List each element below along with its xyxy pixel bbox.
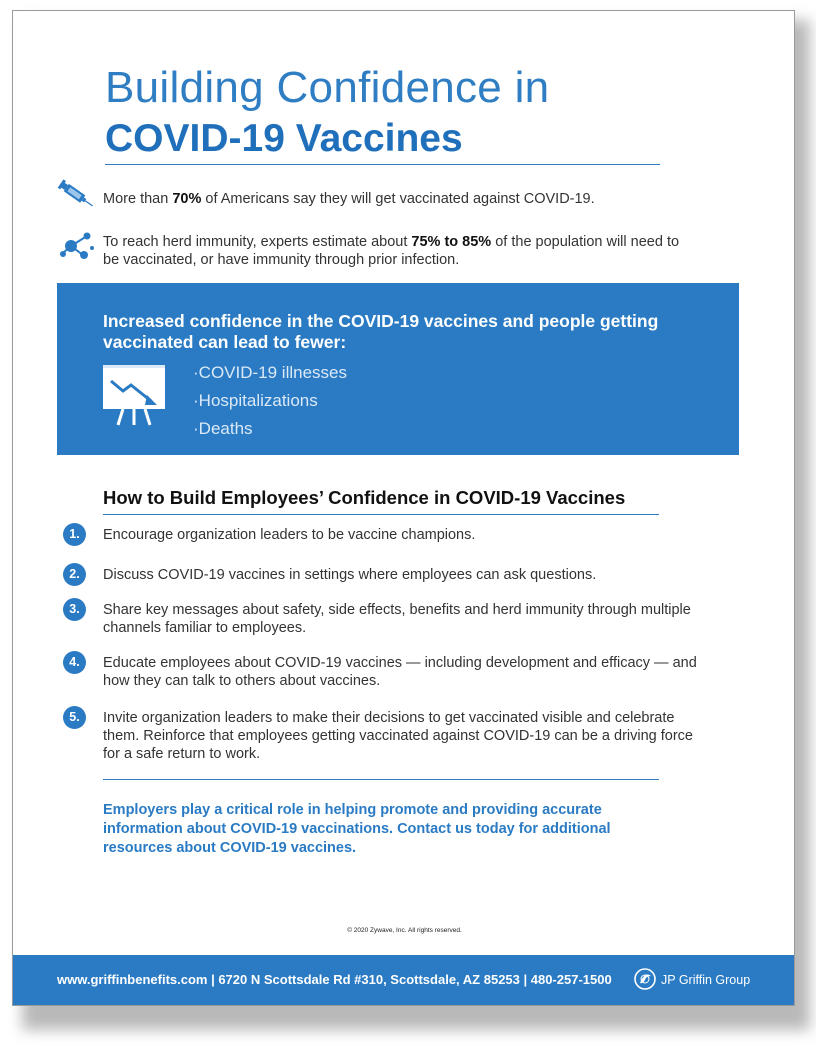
title-line-1: Building Confidence in — [105, 63, 550, 112]
footer-contact[interactable]: www.griffinbenefits.com | 6720 N Scottsdale Rd #310, Scottsdale, AZ 85253 | 480-257-1500 — [57, 972, 612, 987]
banner-item: · Hospitalizations — [193, 387, 347, 415]
stat-1-pre: More than — [103, 191, 173, 207]
stat-1-bold: 70% — [172, 191, 202, 207]
stat-vaccination-intent — [103, 190, 703, 208]
stat-2-pre: To reach herd immunity, experts estimate about — [103, 234, 412, 250]
stat-2-bold: 75% to 85% — [411, 234, 492, 250]
section-heading: How to Build Employees’ Confidence in COVID-19 Vaccines — [103, 487, 626, 508]
step-item — [63, 523, 713, 549]
footer-bar — [13, 955, 794, 1005]
step-text: Discuss COVID-19 vaccines in settings where employees can ask questions. — [103, 567, 597, 583]
step-text: Encourage organization leaders to be vaccine champions. — [103, 527, 476, 543]
stat-1-post: of Americans say they will get vaccinated against COVID-19. — [201, 191, 595, 207]
title-divider — [105, 164, 660, 165]
step-number-badge: 2. — [63, 563, 86, 586]
molecule-icon — [59, 229, 99, 263]
step-text: Share key messages about safety, side effects, benefits and herd immunity through multiple channels familiar to employees. — [103, 602, 691, 636]
step-item — [63, 651, 713, 691]
step-text: Invite organization leaders to make their decisions to get vaccinated visible and celebrate them. Reinforce that employees getting vaccinated against COVID-19 can be a driving force for a safe return to work. — [103, 710, 693, 762]
banner-item: · COVID-19 illnesses — [193, 359, 347, 387]
document-page — [12, 10, 795, 1006]
step-number-badge: 1. — [63, 523, 86, 546]
fewer-outcomes-banner — [57, 283, 739, 455]
banner-item: · Deaths — [193, 415, 347, 443]
step-item — [63, 598, 713, 638]
copyright-notice: © 2020 Zywave, Inc. All rights reserved. — [347, 927, 462, 934]
stat-herd-immunity — [103, 233, 693, 269]
step-number-badge: 3. — [63, 598, 86, 621]
step-item — [63, 706, 713, 766]
jp-griffin-logo-icon — [633, 967, 657, 991]
step-item — [63, 563, 713, 589]
syringe-icon — [57, 177, 97, 213]
declining-chart-icon — [101, 361, 167, 427]
banner-list — [193, 359, 347, 443]
step-number-badge: 5. — [63, 706, 86, 729]
brand-name: JP Griffin Group — [661, 973, 751, 987]
stat-2-post: of the population will need to be vaccinated, or have immunity through prior infection. — [103, 234, 680, 268]
closing-divider — [103, 779, 659, 780]
title-line-2: COVID-19 Vaccines — [105, 117, 463, 160]
step-text: Educate employees about COVID-19 vaccines — including development and efficacy — and how they can talk to others about vaccines. — [103, 655, 697, 689]
step-number-badge: 4. — [63, 651, 86, 674]
banner-title: Increased confidence in the COVID-19 vaccines and people getting vaccinated can lead to fewer: — [103, 311, 659, 352]
closing-statement: Employers play a critical role in helping promote and providing accurate information about COVID-19 vaccinations. Contact us today for additional resources about COVID-19 vaccines. — [103, 802, 611, 856]
section-divider — [103, 514, 659, 515]
